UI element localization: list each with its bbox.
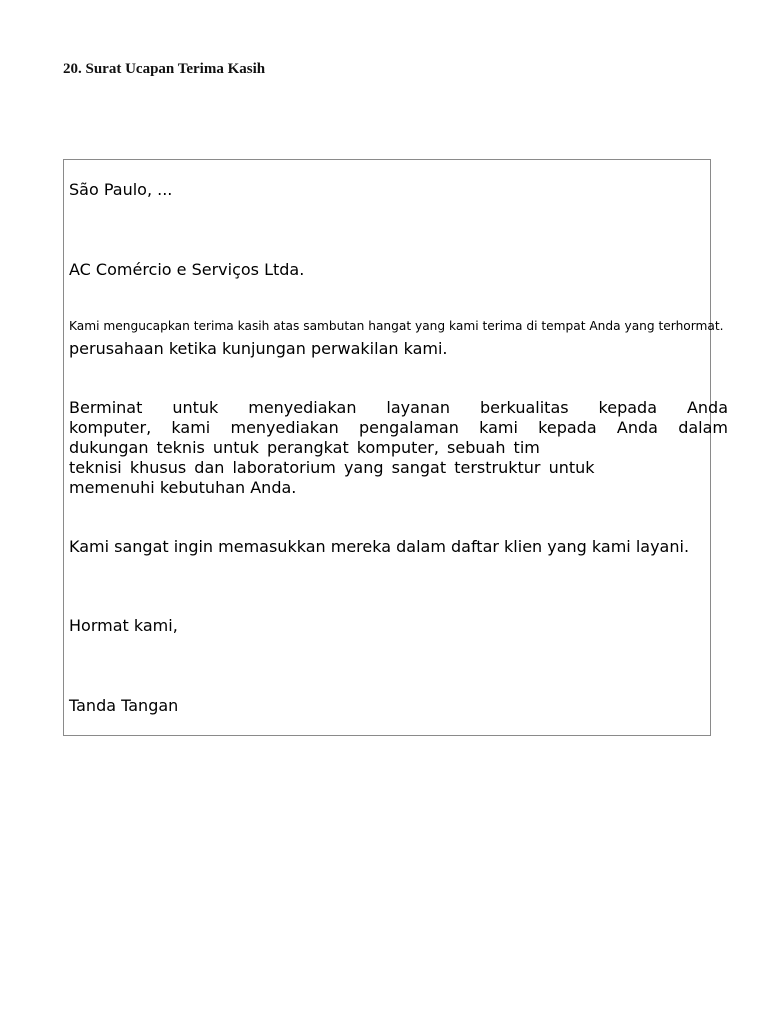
letter-salutation: Hormat kami, — [69, 616, 178, 635]
letter-body-line-2: komputer, kami menyediakan pengalaman kami kepada Anda dalam — [69, 418, 728, 437]
letter-signature: Tanda Tangan — [69, 696, 179, 715]
letter-recipient: AC Comércio e Serviços Ltda. — [69, 260, 305, 279]
letter-closing-paragraph: Kami sangat ingin memasukkan mereka dalam daftar klien yang kami layani. — [69, 537, 690, 556]
letter-body-line-3: dukungan teknis untuk perangkat komputer, sebuah tim — [69, 438, 540, 457]
letter-body-line-5: memenuhi kebutuhan Anda. — [69, 478, 297, 497]
letter-intro-line-1: Kami mengucapkan terima kasih atas sambutan hangat yang kami terima di tempat Anda yang terhormat. — [69, 319, 724, 333]
document-heading: 20. Surat Ucapan Terima Kasih — [63, 61, 266, 77]
letter-intro-line-2: perusahaan ketika kunjungan perwakilan kami. — [69, 339, 448, 358]
letter-place-date: São Paulo, ... — [69, 180, 173, 199]
letter-body-line-1: Berminat untuk menyediakan layanan berkualitas kepada Anda — [69, 398, 728, 417]
letter-body-line-4: teknisi khusus dan laboratorium yang sangat terstruktur untuk — [69, 458, 595, 477]
